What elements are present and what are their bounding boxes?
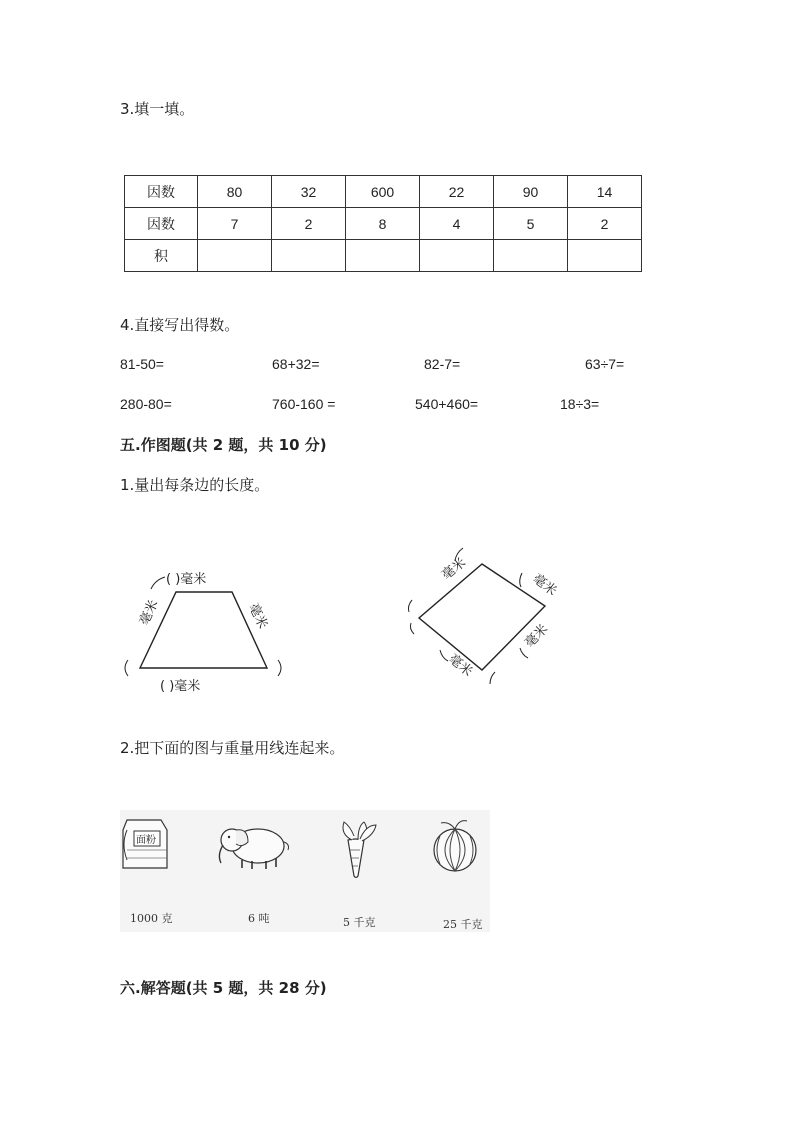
trap-top-label: ( )毫米	[166, 572, 207, 587]
table-cell: 7	[198, 208, 272, 240]
calc-item: 63÷7=	[585, 356, 625, 372]
weight-label: 25 千克	[443, 918, 483, 931]
table-cell: 8	[346, 208, 420, 240]
q4-title: 4.直接写出得数。	[120, 316, 240, 334]
weight-label: 5 千克	[343, 916, 376, 929]
rhombus-label-tr: 毫米	[529, 571, 560, 600]
calc-item: 540+460=	[415, 396, 479, 412]
q3-title: 3.填一填。	[120, 100, 195, 118]
trapezoid-figure	[125, 571, 281, 694]
section5-title: 五.作图题(共 2 题，共 10 分)	[120, 436, 327, 454]
table-cell: 2	[272, 208, 346, 240]
calc-item: 82-7=	[424, 356, 461, 372]
flour-bag-icon	[123, 820, 167, 868]
table-cell: 90	[494, 176, 568, 208]
table-cell: 2	[568, 208, 642, 240]
rhombus-label-bl: 毫米	[445, 651, 475, 680]
row-head: 因数	[125, 176, 198, 208]
calc-item: 68+32=	[272, 356, 320, 372]
weight-label: 6 吨	[248, 912, 270, 925]
trap-bottom-label: ( )毫米	[160, 679, 201, 694]
s5-q2-title: 2.把下面的图与重量用线连起来。	[120, 739, 345, 757]
calc-item: 280-80=	[120, 396, 172, 412]
flour-bag-text: 面粉	[136, 835, 156, 846]
table-cell: 32	[272, 176, 346, 208]
calc-item: 760-160 =	[272, 396, 336, 412]
calc-item: 18÷3=	[560, 396, 600, 412]
table-cell: 14	[568, 176, 642, 208]
table-cell: 22	[420, 176, 494, 208]
weight-label: 1000 克	[130, 912, 173, 925]
table-cell: 600	[346, 176, 420, 208]
calc-item: 81-50=	[120, 356, 164, 372]
table-cell: 4	[420, 208, 494, 240]
rhombus-label-tl: 毫米	[439, 555, 469, 584]
section6-title: 六.解答题(共 5 题，共 28 分)	[120, 979, 327, 997]
row-head: 因数	[125, 208, 198, 240]
trap-left-label: 毫米	[137, 597, 162, 628]
table-cell: 5	[494, 208, 568, 240]
table-cell: 80	[198, 176, 272, 208]
weights-picture	[120, 810, 490, 932]
s5-q1-title: 1.量出每条边的长度。	[120, 476, 270, 494]
row-head: 积	[125, 240, 198, 272]
trap-right-label: 毫米	[245, 601, 270, 632]
rhombus-figure	[408, 548, 559, 684]
rhombus-label-br: 毫米	[522, 621, 552, 651]
